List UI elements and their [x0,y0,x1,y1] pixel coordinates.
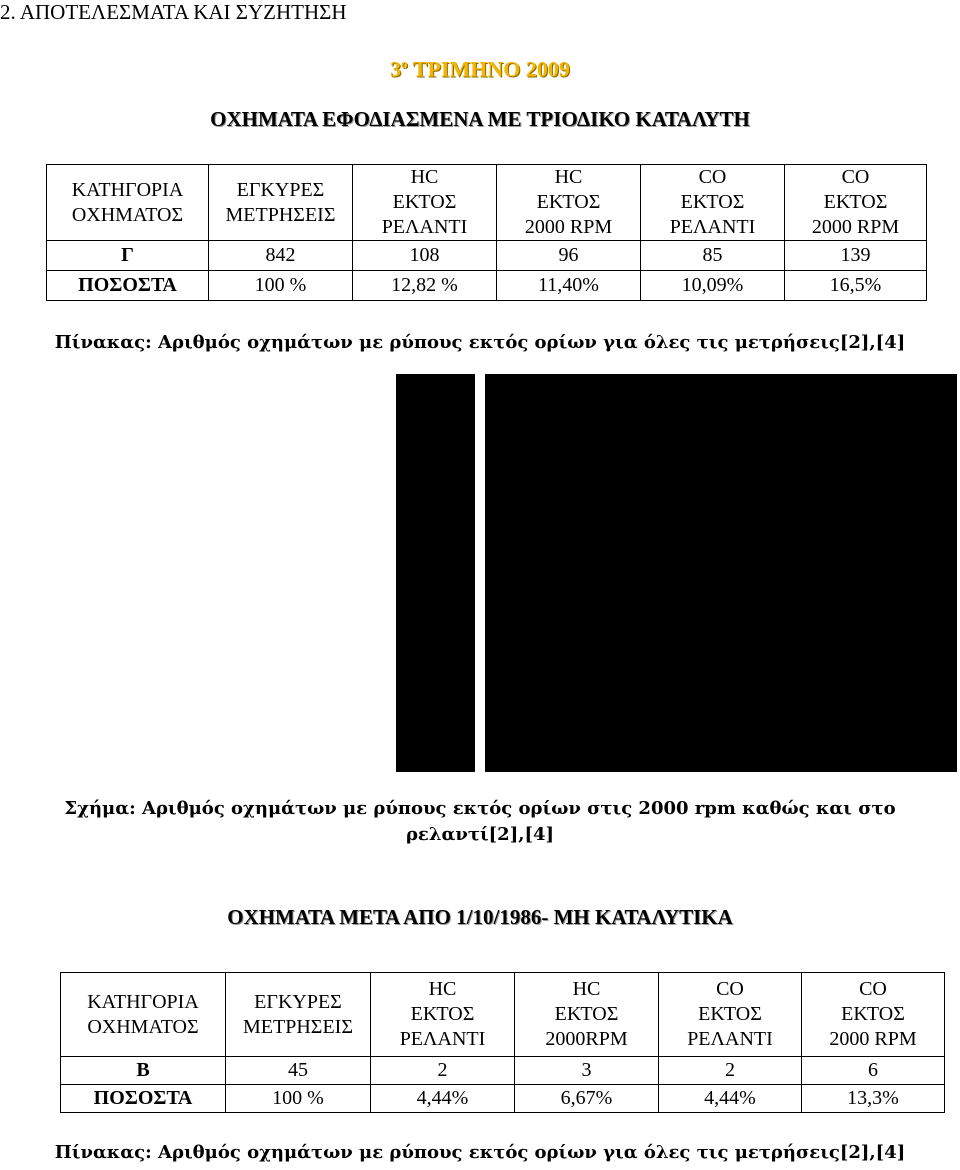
table-row [47,241,927,271]
row-percentages: ΠΟΣΟΣΤΑ [47,271,209,301]
group2-title: ΟΧΗΜΑΤΑ ΜΕΤΑ ΑΠΟ 1/10/1986- ΜΗ ΚΑΤΑΛΥΤΙΚΑ [227,905,733,929]
table-cell: 6,67% [515,1085,659,1113]
figure-caption-line1: Σχήμα: Αριθμός οχημάτων με ρύπους εκτός ορίων στις 2000 rpm καθώς και στο [64,798,896,819]
table-header-row [61,973,945,1057]
table-cell: 10,09% [641,271,785,301]
header-co-idle: CO ΕΚΤΟΣ ΡΕΛΑΝΤΙ [659,973,802,1057]
header-hc-idle: HC ΕΚΤΟΣ ΡΕΛΑΝΤΙ [353,165,497,241]
table-cell: 2 [659,1057,802,1085]
table-cell: 11,40% [497,271,641,301]
header-hc-2000rpm: HC ΕΚΤΟΣ 2000 RPM [497,165,641,241]
figure-caption [0,796,960,848]
group2-table [60,972,945,1113]
table-cell: 85 [641,241,785,271]
header-category: ΚΑΤΗΓΟΡΙΑ ΟΧΗΜΑΤΟΣ [47,165,209,241]
group2-table-caption: Πίνακας: Αριθμός οχημάτων με ρύπους εκτός ορίων για όλες τις μετρήσεις[2],[4] [54,1142,906,1163]
table-cell: 842 [209,241,353,271]
group1-table [46,164,927,301]
section-heading: 2. ΑΠΟΤΕΛΕΣΜΑΤΑ ΚΑΙ ΣΥΖΗΤΗΣΗ [0,0,347,24]
table-cell: 96 [497,241,641,271]
header-co-2000rpm: CO ΕΚΤΟΣ 2000 RPM [802,973,945,1057]
table-row [47,271,927,301]
table-row [61,1057,945,1085]
quarter-heading [0,50,960,83]
table-cell: 2 [371,1057,515,1085]
table-cell: 13,3% [802,1085,945,1113]
row-category: Γ [47,241,209,271]
header-hc-idle: HC ΕΚΤΟΣ ΡΕΛΑΝΤΙ [371,973,515,1057]
table-cell: 16,5% [785,271,927,301]
figure-caption-line2: ρελαντί[2],[4] [405,824,555,845]
table-cell: 108 [353,241,497,271]
table-cell: 4,44% [659,1085,802,1113]
quarter-text: ΤΡΙΜΗΝΟ 2009 [412,56,570,82]
figure-image-left [396,374,475,772]
table-cell: 139 [785,241,927,271]
header-hc-2000rpm: HC ΕΚΤΟΣ 2000RPM [515,973,659,1057]
table-cell: 45 [226,1057,371,1085]
group1-table-caption: Πίνακας: Αριθμός οχημάτων με ρύπους εκτός ορίων για όλες τις μετρήσεις[2],[4] [54,332,906,353]
table-cell: 6 [802,1057,945,1085]
header-category: ΚΑΤΗΓΟΡΙΑ ΟΧΗΜΑΤΟΣ [61,973,226,1057]
header-valid-measurements: ΕΓΚΥΡΕΣ ΜΕΤΡΗΣΕΙΣ [209,165,353,241]
table-cell: 4,44% [371,1085,515,1113]
table-row [61,1085,945,1113]
quarter-number: 3 [390,56,402,82]
table-cell: 3 [515,1057,659,1085]
header-co-2000rpm: CO ΕΚΤΟΣ 2000 RPM [785,165,927,241]
quarter-superscript: ο [401,56,408,71]
header-valid-measurements: ΕΓΚΥΡΕΣ ΜΕΤΡΗΣΕΙΣ [226,973,371,1057]
table-cell: 100 % [226,1085,371,1113]
figure-image-right [485,374,957,772]
table-cell: 100 % [209,271,353,301]
table-cell: 12,82 % [353,271,497,301]
row-percentages: ΠΟΣΟΣΤΑ [61,1085,226,1113]
table-header-row [47,165,927,241]
group1-title: ΟΧΗΜΑΤΑ ΕΦΟΔΙΑΣΜΕΝΑ ΜΕ ΤΡΙΟΔΙΚΟ ΚΑΤΑΛΥΤΗ [210,107,750,131]
row-category: Β [61,1057,226,1085]
header-co-idle: CO ΕΚΤΟΣ ΡΕΛΑΝΤΙ [641,165,785,241]
